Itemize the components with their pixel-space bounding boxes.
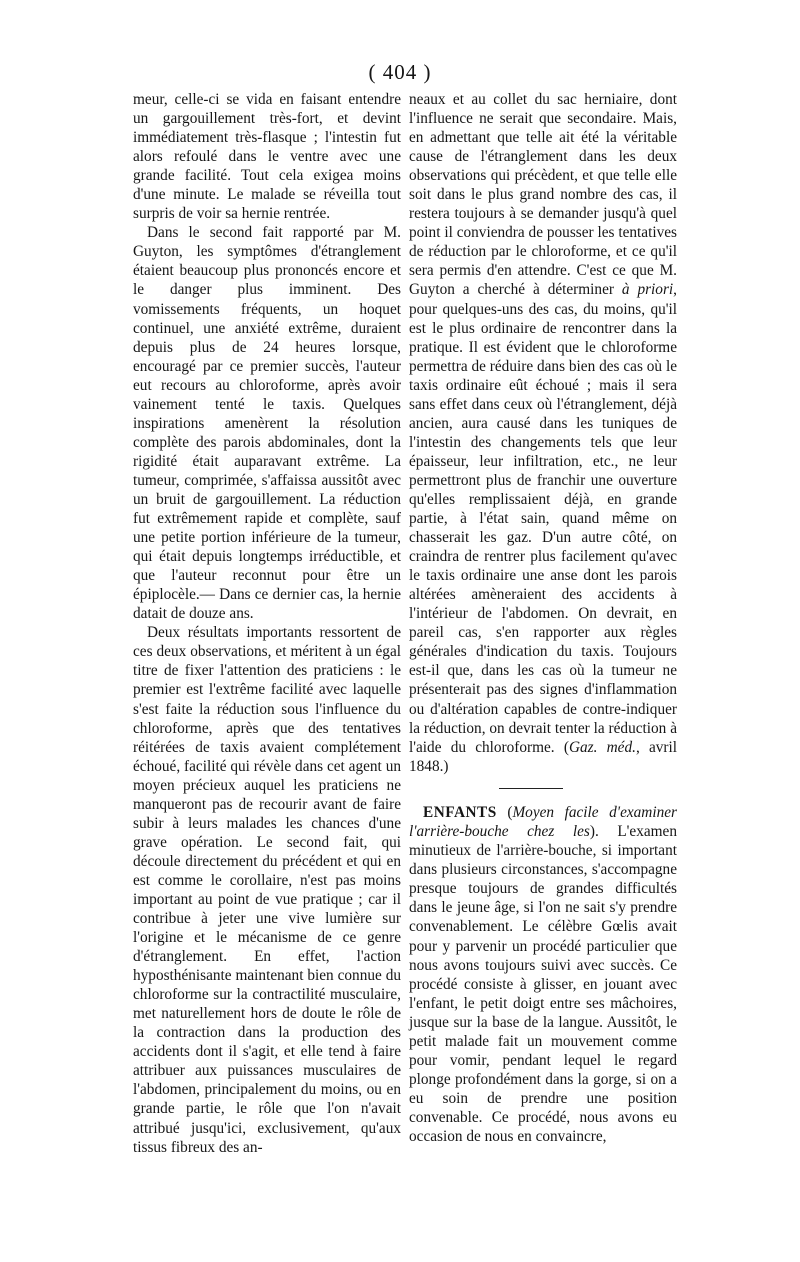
left-paragraph-2: Dans le second fait rapporté par M. Guyton, les symptômes d'étranglement étaient beaucoup plus prononcés encore et le danger plus imminent. Des vomissements fréquents, un hoquet continuel, une anxiété extrême, duraient depuis plus de 24 heures lorsque, encouragé par ce premier succès, l'auteur eut recours au chloroforme, après avoir vainement tenté le taxis. Quelques inspirations amenèrent la résolution complète des parois abdominales, dont la rigidité était auparavant extrême. La tumeur, comprimée, s'affaissa aussitôt avec un bruit de gargouillement. La réduction fut extrêmement rapide et complète, sauf une petite portion inférieure de la tumeur, qui était depuis longtemps irréductible, et que l'auteur reconnut pour être un épiplocèle.— Dans ce dernier cas, la hernie datait de douze ans. bbox=[133, 224, 401, 623]
right-paragraph-1-text-c: , avril 1848.) bbox=[409, 738, 678, 775]
enfants-section bbox=[409, 803, 677, 1146]
enfants-paragraph-text: L'examen minutieux de l'arrière-bouche, si important dans plusieurs circonstances, s'accompagne presque toujours de grandes difficultés dans le jeune âge, si l'on ne sait s'y prendre convenablement. Le célèbre Gœlis avait pour y parvenir un procédé particulier que nous avons toujours suivi avec succès. Ce procédé consiste à glisser, en jouant avec l'enfant, le petit doigt entre ses mâchoires, jusque sur la base de la langue. Aussitôt, le petit malade fait un mouvement comme pour vomir, pendant lequel le regard plonge profondément dans la gorge, si on a eu soin de prendre une position convenable. Ce procédé, nous avons eu occasion de nous en convaincre, bbox=[409, 823, 677, 1145]
section-heading-word: ENFANTS bbox=[423, 804, 497, 822]
section-heading-title: Moyen facile d'examiner l'arrière-bouche chez les bbox=[409, 804, 677, 841]
section-heading-open-paren: ( bbox=[496, 804, 513, 822]
right-paragraph-1-text-a: neaux et au collet du sac herniaire, dont l'influence ne serait que secondaire. Mais, en admettant que telle ait été la véritable cause de l'étranglement dans les deux observations qui précèdent, et que telle elle soit dans le plus grand nombre des cas, il restera toujours à se demander jusqu'à quel point il conviendra de pousser les tentatives de réduction par le chloroforme, et ce qu'il sera permis d'en attendre. C'est ce que M. Guyton a cherché à déterminer bbox=[409, 91, 677, 299]
a-priori-emphasis: à priori bbox=[621, 281, 674, 299]
section-heading-close-paren: ). bbox=[589, 823, 618, 841]
left-paragraph-1: meur, celle-ci se vida en faisant entendre un gargouillement très-fort, et devint immédiatement très-flasque ; l'intestin fut alors refoulé dans le ventre avec une grande facilité. Tout cela exigea moins d'une minute. Le malade se réveilla tout surpris de voir sa hernie rentrée. bbox=[133, 91, 401, 223]
left-column bbox=[133, 90, 401, 1157]
right-paragraph-1-text-b: , pour quelques-uns des cas, du moins, qu'il est le plus ordinaire de rencontrer dans la pratique. Il est évident que le chloroforme permettra de réduire dans bien des cas où le taxis ordinaire eût échoué ; mais il sera sans effet dans ceux où l'étranglement, déjà ancien, aura causé dans les tuniques de l'intestin des changements tels que leur épaisseur, leur infiltration, etc., ne leur permettront plus de franchir une ouverture qu'elles remplissaient déjà, en grande partie, à l'état sain, quand même on chasserait les gaz. D'un autre côté, on craindra de rentrer plus facilement qu'avec le taxis ordinaire une anse dont les parois altérées amèneraient des accidents à l'intérieur de l'abdomen. On devrait, en pareil cas, s'en rapporter aux règles générales d'indication du taxis. Toujours est-il que, dans les cas où la tumeur ne présenterait pas des signes d'inflammation ou d'altération capables de contre-indiquer la réduction, on devrait tenter la réduction à l'aide du chloroforme. ( bbox=[409, 281, 677, 756]
right-paragraph-1 bbox=[409, 90, 677, 776]
section-divider bbox=[499, 788, 563, 790]
right-column bbox=[409, 90, 677, 1146]
page-number: ( 404 ) bbox=[368, 60, 432, 84]
source-citation: Gaz. méd. bbox=[568, 738, 636, 756]
left-paragraph-3: Deux résultats importants ressortent de ces deux observations, et méritent à un égal titre de fixer l'attention des praticiens : le premier est l'extrême facilité avec laquelle s'est faite la réduction sous l'influence du chloroforme, après que des tentatives réitérées de taxis avaient complétement échoué, facilité qui révèle dans cet agent un moyen précieux auquel les praticiens ne manqueront pas de recourir avant de faire subir à leurs malades les chances d'une grave opération. Le second fait, qui découle directement du précédent et qui en est comme le corollaire, n'est pas moins important au point de vue pratique ; car il contribue à jeter une vive lumière sur l'origine et le mécanisme de ce genre d'étranglement. En effet, l'action hyposthénisante maintenant bien connue du chloroforme sur la contractilité musculaire, met naturellement hors de doute le rôle de la contraction dans la production des accidents dont il s'agit, et elle tend à faire attribuer aux puissances musculaires de l'abdomen, principalement du moins, ou en grande partie, le rôle que l'on n'avait attribué jusqu'ici, exclusivement, qu'aux tissus fibreux des an- bbox=[133, 624, 401, 1156]
